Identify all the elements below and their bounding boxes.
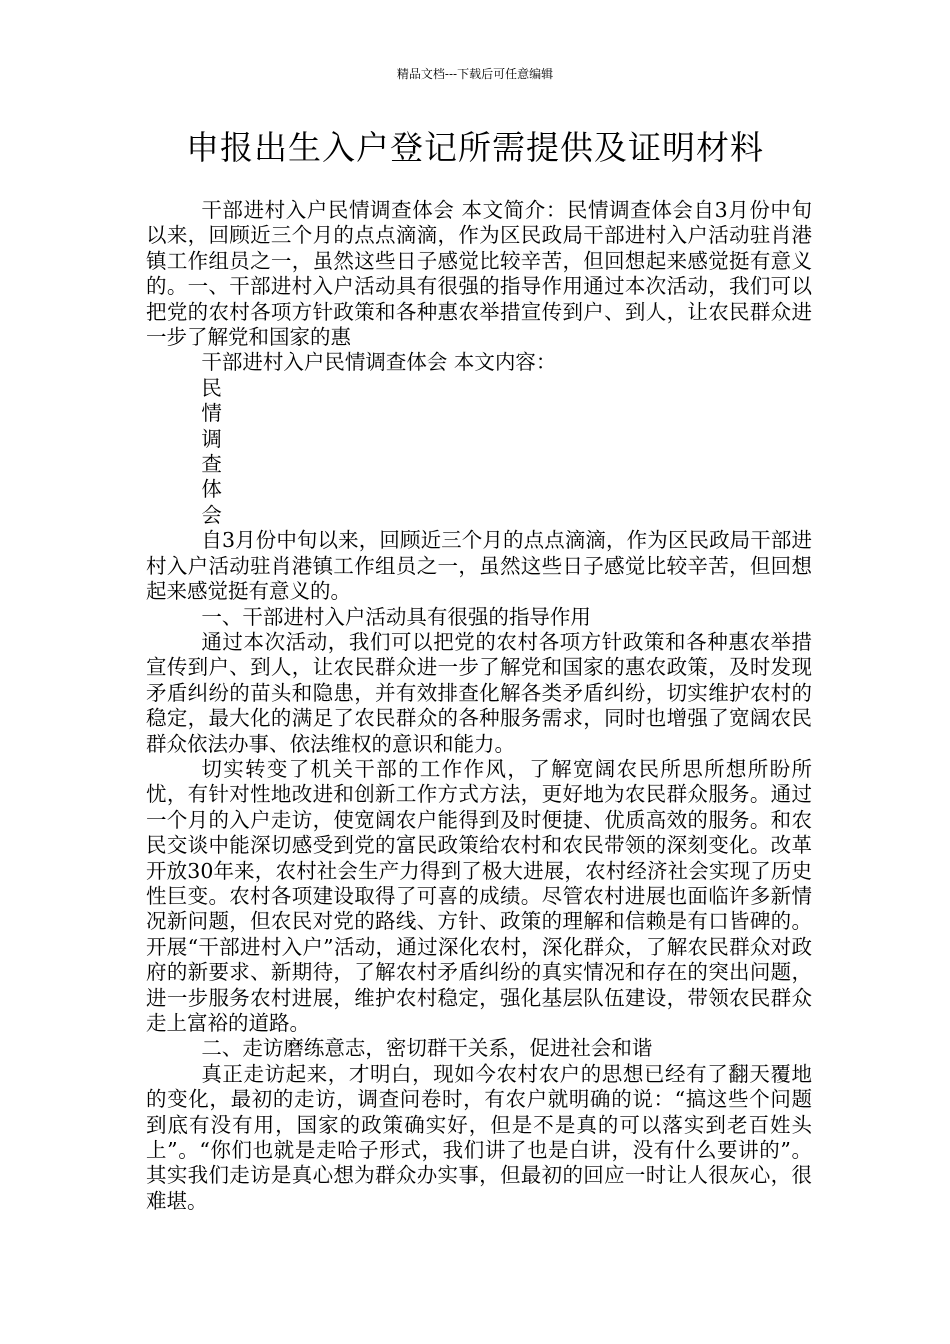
document-title: 申报出生入户登记所需提供及证明材料	[186, 128, 764, 167]
paragraph-intro: 自3月份中旬以来，回顾近三个月的点点滴滴，作为区民政局干部进村入户活动驻肖港镇工作组员之一，虽然这些日子感觉比较辛苦，但回想起来感觉挺有意义的。	[146, 528, 812, 604]
section-heading-2: 二、走访磨练意志，密切群干关系，促进社会和谐	[201, 1036, 653, 1061]
paragraph-vertical-subtitle: 民情调查体会	[201, 375, 222, 527]
paragraph-content-heading: 干部进村入户民情调查体会 本文内容：	[201, 350, 557, 375]
page-header-watermark: 精品文档---下载后可任意编辑	[396, 67, 554, 81]
section-heading-1: 一、干部进村入户活动具有很强的指导作用	[201, 604, 591, 629]
document-body	[146, 198, 812, 1214]
paragraph-section-1b: 切实转变了机关干部的工作作风，了解宽阔农民所思所想所盼所忧，有针对性地改进和创新工作方式方法，更好地为农民群众服务。通过一个月的入户走访，使宽阔农户能得到及时便捷、优质高效的服务。和农民交谈中能深切感受到党的富民政策给农村和农民带领的深刻变化。改革开放30年来，农村社会生产力得到了极大进展，农村经济社会实现了历史性巨变。农村各项建设取得了可喜的成绩。尽管农村进展也面临许多新情况新问题，但农民对党的路线、方针、政策的理解和信赖是有口皆碑的。开展“干部进村入户”活动，通过深化农村，深化群众，了解农民群众对政府的新要求、新期待，了解农村矛盾纠纷的真实情况和存在的突出问题，进一步服务农村进展，维护农村稳定，强化基层队伍建设，带领农民群众走上富裕的道路。	[146, 756, 812, 1035]
paragraph-section-2a: 真正走访起来，才明白，现如今农村农户的思想已经有了翻天覆地的变化，最初的走访，调查问卷时，有农户就明确的说：“搞这些个问题到底有没有用，国家的政策确实好，但是不是真的可以落实到老百姓头上”。“你们也就是走哈子形式，我们讲了也是白讲，没有什么要讲的”。其实我们走访是真心想为群众办实事，但最初的回应一时让人很灰心，很难堪。	[146, 1061, 812, 1213]
paragraph-section-1a: 通过本次活动，我们可以把党的农村各项方针政策和各种惠农举措宣传到户、到人，让农民群众进一步了解党和国家的惠农政策，及时发现矛盾纠纷的苗头和隐患，并有效排查化解各类矛盾纠纷，切实维护农村的稳定，最大化的满足了农民群众的各种服务需求，同时也增强了宽阔农民群众依法办事、依法维权的意识和能力。	[146, 629, 812, 756]
paragraph-summary: 干部进村入户民情调查体会 本文简介：民情调查体会自3月份中旬以来，回顾近三个月的点点滴滴，作为区民政局干部进村入户活动驻肖港镇工作组员之一，虽然这些日子感觉比较辛苦，但回想起来感觉挺有意义的。一、干部进村入户活动具有很强的指导作用通过本次活动，我们可以把党的农村各项方针政策和各种惠农举措宣传到户、到人，让农民群众进一步了解党和国家的惠	[146, 198, 812, 350]
